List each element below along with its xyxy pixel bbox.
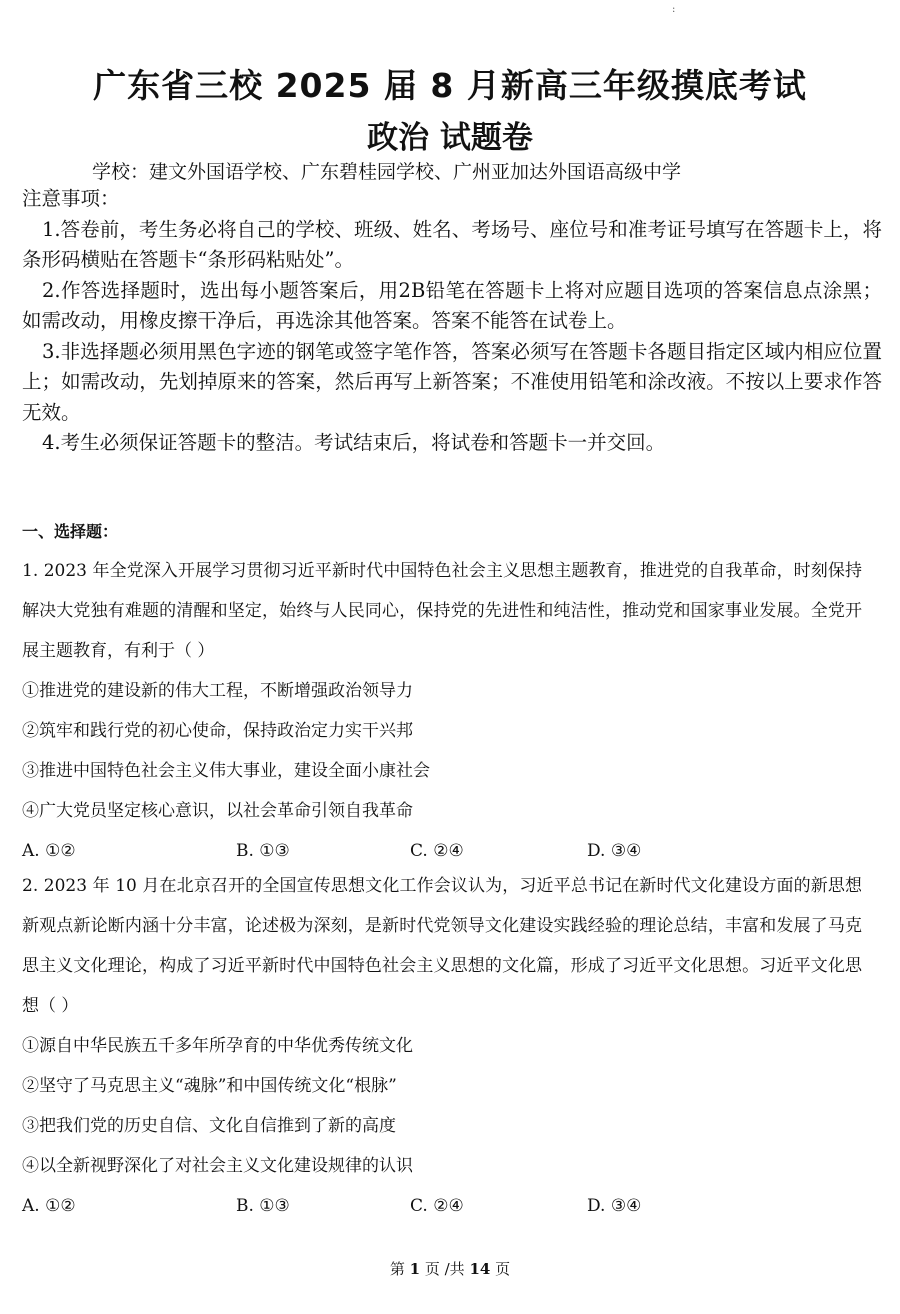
notice-block [22,184,882,459]
answer-choices [22,831,862,871]
choice-a: A. ①② [22,841,76,861]
exam-subtitle: 政治 试题卷 [367,120,533,156]
question-2 [22,866,862,1226]
choice-d: D. ③④ [587,1196,642,1216]
notice-item: 2.作答选择题时，选出每小题答案后，用2B铅笔在答题卡上将对应题目选项的答案信息点涂黑；如需改动，用橡皮擦干净后，再选涂其他答案。答案不能答在试卷上。 [22,278,882,332]
question-statement: ④广大党员坚定核心意识，以社会革命引领自我革命 [22,801,413,821]
page-footer [0,1258,900,1279]
question-statement: ②筑牢和践行党的初心使命，保持政治定力实干兴邦 [22,721,413,741]
choice-c: C. ②④ [410,1196,464,1216]
footer-middle: 页 /共 [420,1260,470,1278]
choice-d: D. ③④ [587,841,642,861]
question-statement: ③推进中国特色社会主义伟大事业，建设全面小康社会 [22,761,430,781]
question-statement: ②坚守了马克思主义“魂脉”和中国传统文化“根脉” [22,1076,397,1096]
notice-item: 1.答卷前，考生务必将自己的学校、班级、姓名、考场号、座位号和准考证号填写在答题卡上，将条形码横贴在答题卡“条形码粘贴处”。 [22,217,882,271]
total-pages: 14 [469,1260,491,1278]
section-title: 一、选择题： [22,522,119,541]
choice-a: A. ①② [22,1196,76,1216]
question-statement: ④以全新视野深化了对社会主义文化建设规律的认识 [22,1156,413,1176]
page-number: 1 [409,1260,421,1278]
notice-item: 3.非选择题必须用黑色字迹的钢笔或签字笔作答，答案必须写在答题卡各题目指定区域内相应位置上；如需改动，先划掉原来的答案，然后再写上新答案；不准使用铅笔和涂改液。不按以上要求作答无效。 [22,339,882,424]
notice-heading: 注意事项： [22,187,120,210]
question-stem: 1. 2023 年全党深入开展学习贯彻习近平新时代中国特色社会主义思想主题教育，推进党的自我革命，时刻保持解决大党独有难题的清醒和坚定，始终与人民同心，保持党的先进性和纯洁性，推动党和国家事业发展。全党开展主题教育，有利于（ ） [22,561,862,661]
question-stem: 2. 2023 年 10 月在北京召开的全国宣传思想文化工作会议认为，习近平总书记在新时代文化建设方面的新思想新观点新论断内涵十分丰富，论述极为深刻，是新时代党领导文化建设实践经验的理论总结，丰富和发展了马克思主义文化理论，构成了习近平新时代中国特色社会主义思想的文化篇，形成了习近平文化思想。习近平文化思想（ ） [22,876,862,1016]
schools-line: 学校：建文外国语学校、广东碧桂园学校、广州亚加达外国语高级中学 [92,161,682,183]
question-statement: ①源自中华民族五千多年所孕育的中华优秀传统文化 [22,1036,413,1056]
footer-prefix: 第 [389,1260,410,1278]
footer-suffix: 页 [490,1260,511,1278]
question-statement: ①推进党的建设新的伟大工程，不断增强政治领导力 [22,681,413,701]
choice-c: C. ②④ [410,841,464,861]
notice-item: 4.考生必须保证答题卡的整洁。考试结束后，将试卷和答题卡一并交回。 [42,431,666,454]
answer-choices [22,1186,862,1226]
corner-mark: : [672,4,676,15]
choice-b: B. ①③ [236,841,290,861]
question-statement: ③把我们党的历史自信、文化自信推到了新的高度 [22,1116,396,1136]
question-1 [22,551,862,871]
exam-title: 广东省三校 2025 届 8 月新高三年级摸底考试 [93,66,807,105]
choice-b: B. ①③ [236,1196,290,1216]
